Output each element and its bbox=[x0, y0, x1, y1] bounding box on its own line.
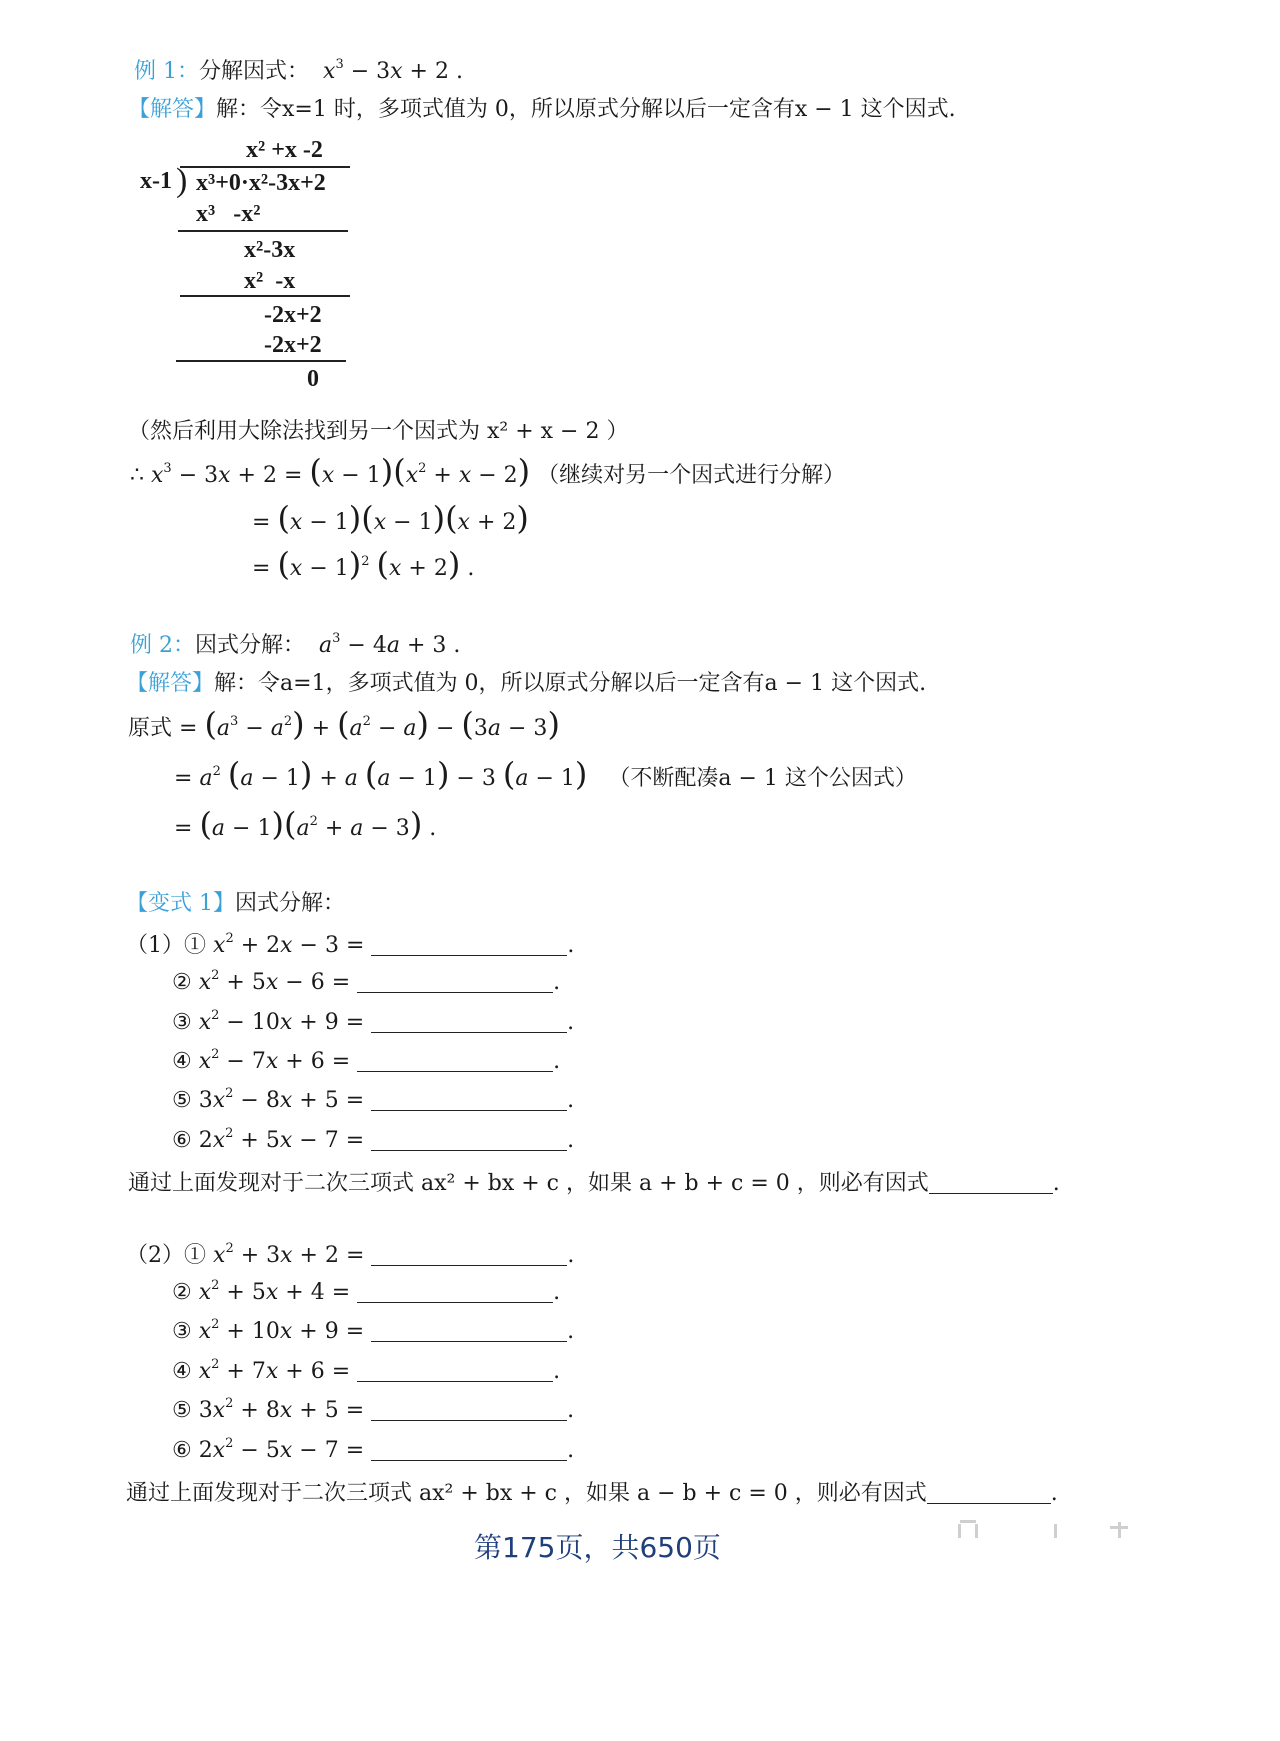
example1-heading bbox=[134, 54, 463, 85]
answer-tag: 【解答】 bbox=[126, 671, 215, 696]
item-marker: ⑥ bbox=[172, 1128, 192, 1153]
part1-item-1: （1）① $x^2 + 2x - 3$ = . bbox=[126, 931, 575, 958]
page-number: 第175页，共650页 bbox=[474, 1531, 721, 1564]
example1-step-1: ∴ $x^3 - 3x + 2 = (x - 1)(x^2 + x - 2)$ （继续对另一个因式进行分解） bbox=[130, 452, 846, 490]
example2-answer bbox=[126, 666, 926, 697]
ld-row-5: -2x+2 bbox=[264, 332, 322, 358]
ld-bar-1 bbox=[178, 230, 348, 232]
ld-quotient: x² +x -2 bbox=[246, 137, 323, 163]
answer-blank[interactable] bbox=[357, 1282, 553, 1303]
answer-blank[interactable] bbox=[357, 1051, 553, 1072]
example2-answer-text: 解：令a=1，多项式值为 0，所以原式分解以后一定含有a − 1 这个因式. bbox=[214, 671, 927, 696]
example1-answer bbox=[128, 92, 956, 123]
ld-remainder: 0 bbox=[307, 366, 319, 392]
ld-row-2: x²-3x bbox=[244, 237, 296, 263]
example1-step-2: = (x − 1)(x − 1)(x + 2) bbox=[252, 499, 529, 537]
variant-title: 因式分解： bbox=[235, 891, 346, 916]
example1-step-3: = $(x - 1)^2$ (x + 2) . bbox=[252, 545, 475, 583]
part1-summary: 通过上面发现对于二次三项式 ax² + bx + c ，如果 a + b + c = 0 ，则必有因式 . bbox=[128, 1171, 1060, 1196]
part2-item-6: ⑥ $2x^2 - 5x - 7$ = . bbox=[172, 1436, 575, 1463]
part1-item-2: ② $x^2 + 5x - 6$ = . bbox=[172, 968, 561, 995]
answer-tag: 【解答】 bbox=[128, 97, 217, 122]
item-marker: ② bbox=[172, 1280, 192, 1305]
answer-blank[interactable] bbox=[371, 1400, 567, 1421]
ld-dividend: x³+0·x²-3x+2 bbox=[196, 170, 326, 196]
example2-prompt: 因式分解： bbox=[195, 633, 306, 658]
answer-blank[interactable] bbox=[371, 1012, 567, 1033]
example2-note: （不断配凑a − 1 这个公因式） bbox=[608, 766, 917, 791]
part2-item-2: ② $x^2 + 5x + 4$ = . bbox=[172, 1278, 561, 1305]
example1-expression: $x^3 - 3x + 2$ . bbox=[323, 57, 463, 84]
example2-step-2: = $a^2$ (a − 1) + a (a − 1) − 3 (a − 1) （不断配凑a − 1 这个公因式） bbox=[174, 755, 917, 793]
example1-answer-text: 解：令x=1 时，多项式值为 0，所以原式分解以后一定含有x − 1 这个因式. bbox=[216, 97, 956, 122]
item-marker: ④ bbox=[172, 1359, 192, 1384]
example2-expression: $a^3 - 4a + 3$ . bbox=[319, 631, 461, 658]
ld-bracket: ) bbox=[176, 162, 188, 199]
variant-heading bbox=[126, 886, 345, 917]
example1-label: 例 1： bbox=[134, 59, 199, 84]
item-marker: ⑥ bbox=[172, 1438, 192, 1463]
answer-blank[interactable] bbox=[371, 1245, 567, 1266]
example2-label: 例 2： bbox=[130, 633, 195, 658]
item-marker: ③ bbox=[172, 1319, 192, 1344]
item-marker: ② bbox=[172, 970, 192, 995]
variant-tag: 【变式 1】 bbox=[126, 891, 235, 916]
item-marker: ④ bbox=[172, 1049, 192, 1074]
ld-row-1: x³ -x² bbox=[196, 201, 261, 227]
summary-text: 通过上面发现对于二次三项式 ax² + bx + c ，如果 a − b + c = 0 ，则必有因式 bbox=[126, 1481, 927, 1506]
part1-item-6: ⑥ $2x^2 + 5x - 7$ = . bbox=[172, 1126, 575, 1153]
answer-blank[interactable] bbox=[371, 1130, 567, 1151]
part2-label: （2） bbox=[126, 1243, 184, 1268]
then-note: （然后利用大除法找到另一个因式为 x² + x − 2 ） bbox=[128, 419, 629, 444]
answer-blank[interactable] bbox=[357, 972, 553, 993]
continue-note: （继续对另一个因式进行分解） bbox=[537, 463, 846, 488]
answer-blank[interactable] bbox=[371, 1090, 567, 1111]
answer-blank[interactable] bbox=[357, 1361, 553, 1382]
ld-row-4: -2x+2 bbox=[264, 302, 322, 328]
item-marker: ⑤ bbox=[172, 1088, 192, 1113]
ld-row-3: x² -x bbox=[244, 268, 296, 294]
answer-blank[interactable] bbox=[927, 1483, 1051, 1504]
part2-item-4: ④ $x^2 + 7x + 6$ = . bbox=[172, 1357, 561, 1384]
part1-item-3: ③ $x^2 - 10x + 9$ = . bbox=[172, 1008, 575, 1035]
item-marker: ① bbox=[184, 1243, 207, 1268]
ld-divisor: x-1 bbox=[140, 168, 172, 194]
item-marker: ③ bbox=[172, 1010, 192, 1035]
part2-item-3: ③ $x^2 + 10x + 9$ = . bbox=[172, 1317, 575, 1344]
ld-bar-3 bbox=[176, 360, 346, 362]
example2-heading bbox=[130, 628, 460, 659]
example2-step-1: 原式 = $(a^3 - a^2) + (a^2 - a) - (3a - 3)$ bbox=[128, 705, 560, 743]
answer-blank[interactable] bbox=[371, 1321, 567, 1342]
answer-blank[interactable] bbox=[929, 1173, 1053, 1194]
answer-blank[interactable] bbox=[371, 1440, 567, 1461]
ld-bar-top bbox=[180, 166, 350, 168]
part2-summary: 通过上面发现对于二次三项式 ax² + bx + c ，如果 a − b + c = 0 ，则必有因式 . bbox=[126, 1481, 1058, 1506]
example1-prompt: 分解因式： bbox=[199, 59, 310, 84]
original-label: 原式 bbox=[128, 716, 173, 741]
example2-step-3: = $(a - 1)(a^2 + a - 3)$ . bbox=[174, 805, 437, 843]
item-marker: ⑤ bbox=[172, 1398, 192, 1423]
part1-item-4: ④ $x^2 - 7x + 6$ = . bbox=[172, 1047, 561, 1074]
summary-text: 通过上面发现对于二次三项式 ax² + bx + c ，如果 a + b + c = 0 ，则必有因式 bbox=[128, 1171, 929, 1196]
part1-label: （1） bbox=[126, 933, 184, 958]
part1-item-5: ⑤ $3x^2 - 8x + 5$ = . bbox=[172, 1086, 575, 1113]
part2-item-1: （2）① $x^2 + 3x + 2$ = . bbox=[126, 1241, 575, 1268]
part2-item-5: ⑤ $3x^2 + 8x + 5$ = . bbox=[172, 1396, 575, 1423]
answer-blank[interactable] bbox=[371, 935, 567, 956]
item-marker: ① bbox=[184, 933, 207, 958]
ld-bar-2 bbox=[180, 295, 350, 297]
